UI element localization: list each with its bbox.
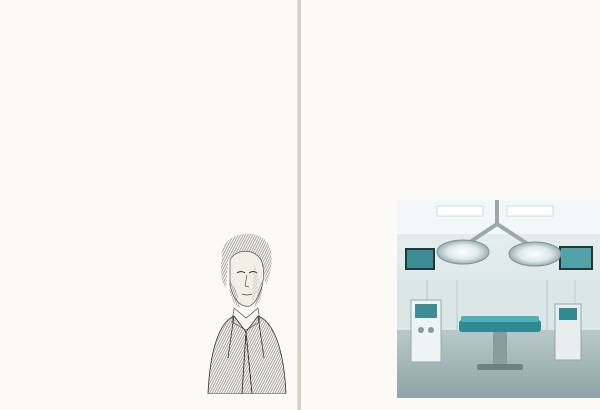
right-page [301,0,600,410]
operating-room-photo [397,200,600,398]
right-column-1 [305,6,397,394]
left-column-2 [100,6,192,404]
left-page [0,0,299,410]
right-column-2 [403,6,495,200]
engraved-portrait-image [200,218,292,394]
right-column-3 [501,6,595,200]
page-footer [4,400,295,408]
left-column-1 [6,6,94,394]
portrait-icon [200,218,292,394]
left-column-3 [198,6,294,228]
surgery-icon [397,200,600,398]
